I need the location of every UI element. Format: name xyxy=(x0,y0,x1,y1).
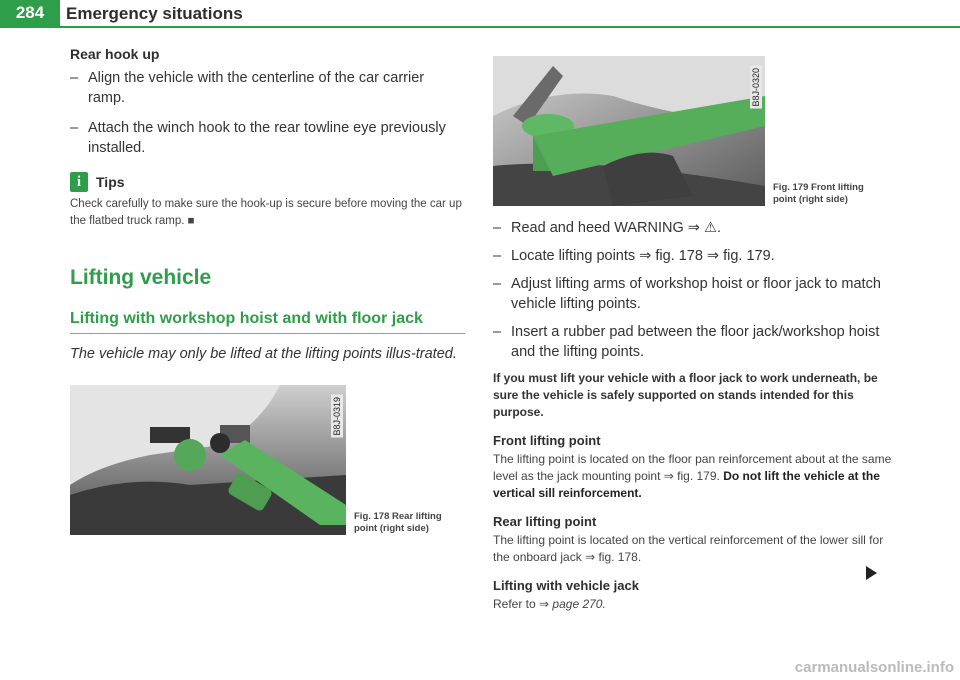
figure-179-caption: Fig. 179 Front lifting point (right side) xyxy=(773,182,864,205)
watermark: carmanualsonline.info xyxy=(794,659,954,676)
header-rule xyxy=(0,26,960,28)
rear-point-heading: Rear lifting point xyxy=(493,514,597,529)
step-1: – Read and heed WARNING ⇒ ⚠. xyxy=(493,220,721,236)
intro-text: The vehicle may only be lifted at the lifting points illus-trated. xyxy=(70,346,457,362)
step-4: – Insert a rubber pad between the floor jack/workshop hoist and the lifting points. xyxy=(493,324,880,360)
vehicle-jack-ref: Refer to ⇒ page 270. xyxy=(493,597,606,611)
front-point-heading: Front lifting point xyxy=(493,433,601,448)
right-column xyxy=(493,218,893,613)
subsection-rule xyxy=(70,333,465,334)
rear-hook-step-1: – Align the vehicle with the centerline of the car carrier ramp. xyxy=(70,70,425,106)
figure-178 xyxy=(70,385,442,535)
front-point-text: The lifting point is located on the floor pan reinforcement about at the same level as the jack mounting point ⇒ fig. 179. Do not lift the vehicle at the vertical sill reinforcement. xyxy=(493,452,892,500)
page-header-title: Emergency situations xyxy=(66,4,243,23)
figure-179 xyxy=(493,56,869,206)
figure-179-photo xyxy=(493,56,765,206)
page-number: 284 xyxy=(0,0,60,26)
left-column xyxy=(70,46,465,365)
subsection-title: Lifting with workshop hoist and with floor jack xyxy=(70,310,423,327)
page-link[interactable]: page 270. xyxy=(552,597,606,611)
tips-text: Check carefully to make sure the hook-up is secure before moving the car up the flatbed truck ramp. ■ xyxy=(70,198,462,227)
tips-label: Tips xyxy=(96,174,125,190)
figure-178-photo xyxy=(70,385,346,535)
warning-text: If you must lift your vehicle with a floor jack to work underneath, be sure the vehicle is safely supported on stands intended for this purpose. xyxy=(493,371,878,419)
figure-178-caption: Fig. 178 Rear lifting point (right side) xyxy=(354,511,442,534)
step-3: – Adjust lifting arms of workshop hoist or floor jack to match vehicle lifting points. xyxy=(493,276,881,312)
figure-178-id: B8J-0319 xyxy=(332,397,342,436)
rear-hook-step-2: – Attach the winch hook to the rear towline eye previously installed. xyxy=(70,120,446,156)
info-icon: i xyxy=(70,172,88,192)
rear-hook-heading: Rear hook up xyxy=(70,46,160,62)
tips-header xyxy=(70,172,465,192)
step-2: – Locate lifting points ⇒ fig. 178 ⇒ fig. 179. xyxy=(493,248,775,264)
rear-point-text: The lifting point is located on the vertical reinforcement of the lower sill for the onboard jack ⇒ fig. 178. xyxy=(493,533,884,564)
section-title: Lifting vehicle xyxy=(70,266,212,289)
vehicle-jack-heading: Lifting with vehicle jack xyxy=(493,578,639,593)
figure-179-id: B8J-0320 xyxy=(751,68,761,107)
next-page-arrow-icon xyxy=(866,566,877,580)
